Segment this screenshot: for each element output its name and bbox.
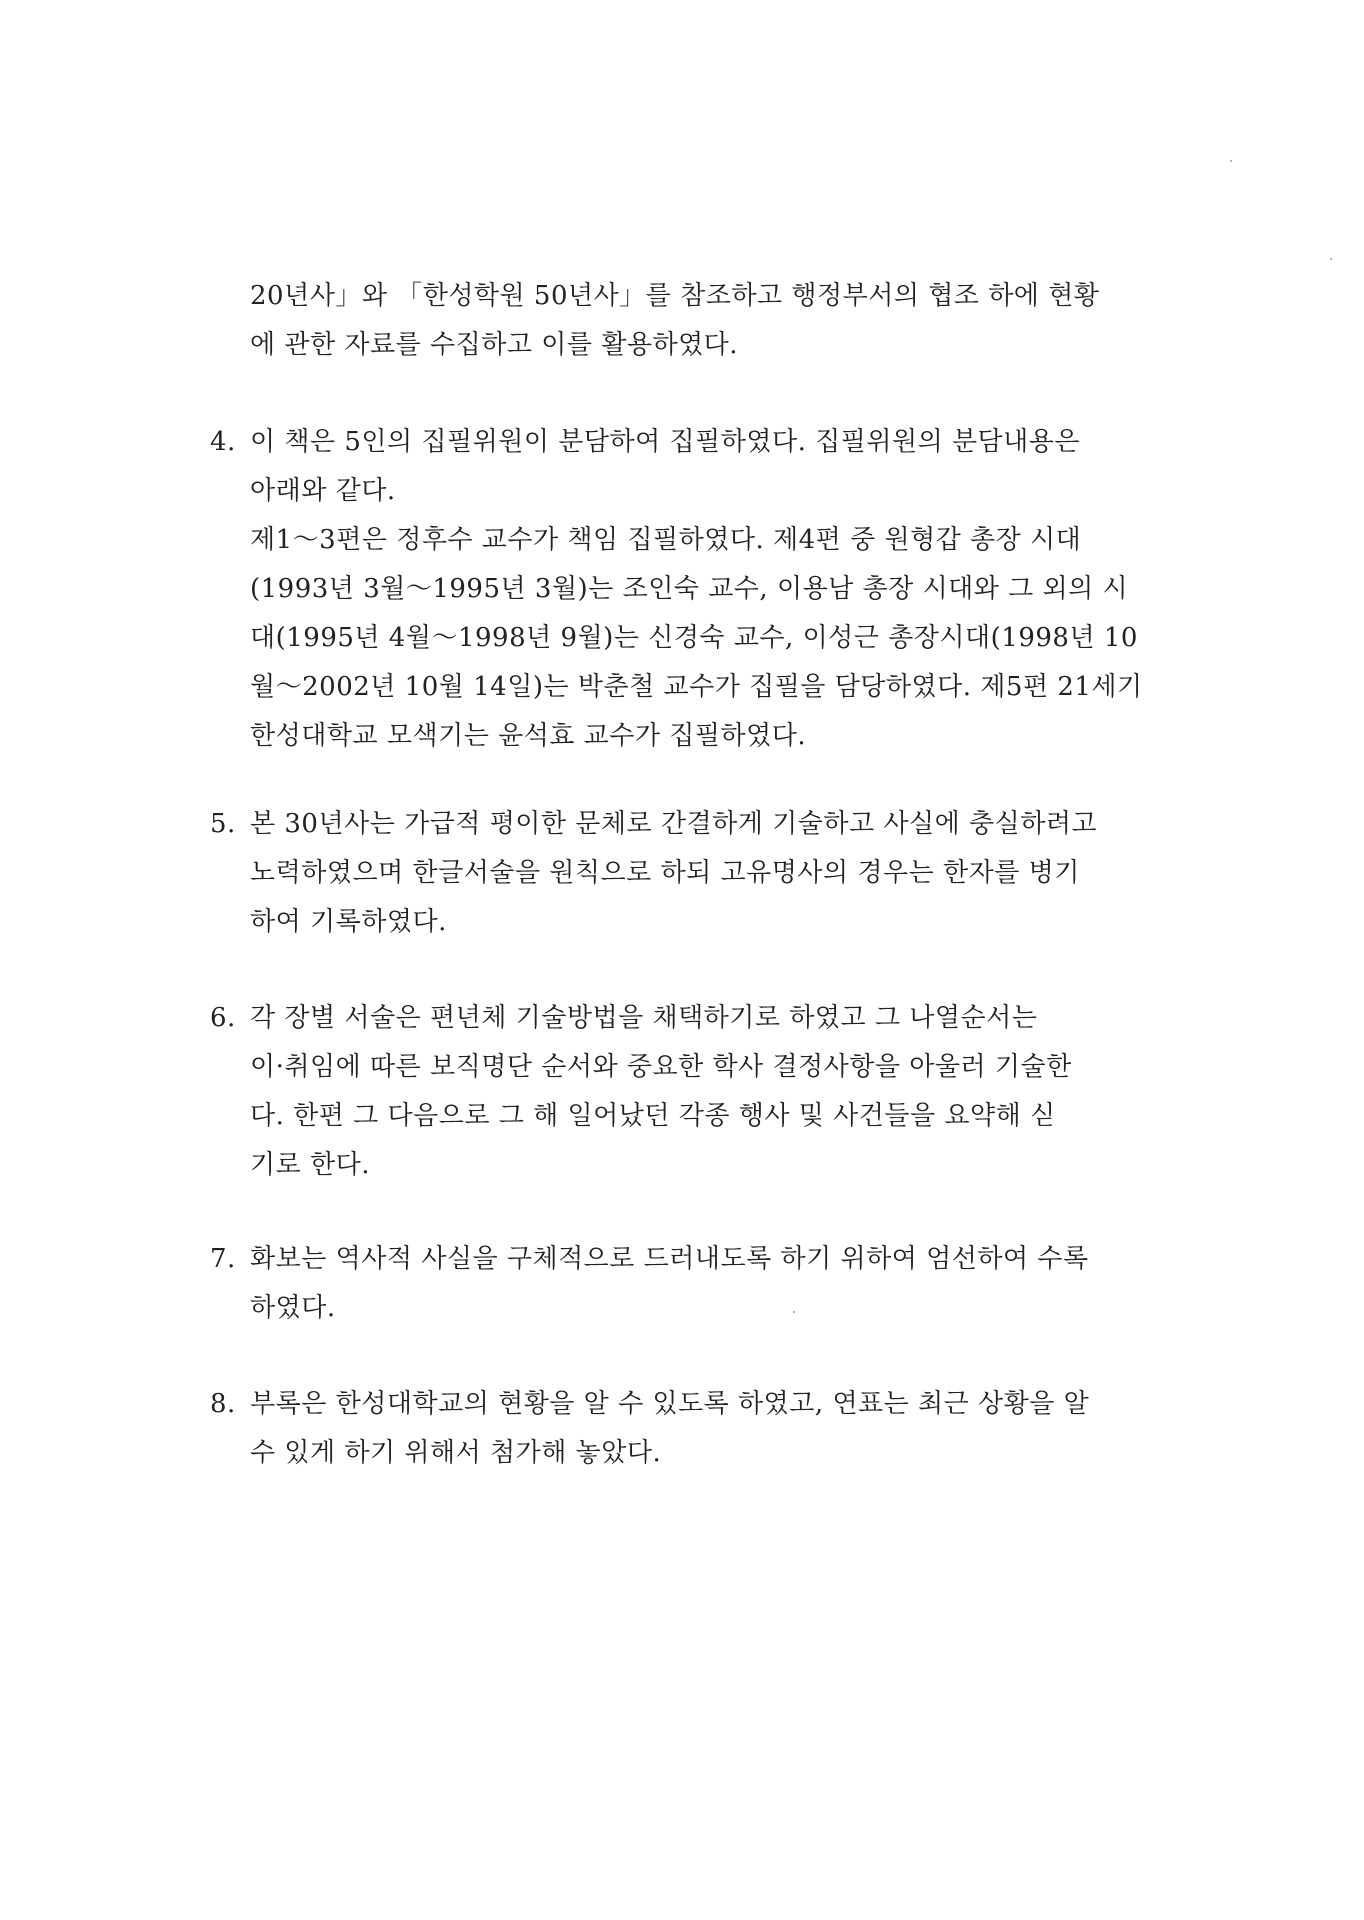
intro-line: 에 관한 자료를 수집하고 이를 활용하였다.	[250, 330, 739, 360]
item-line: (1993년 3월～1995년 3월)는 조인숙 교수, 이용남 총장 시대와 그 외의 시	[250, 574, 1129, 604]
item-line: 노력하였으며 한글서술을 원칙으로 하되 고유명사의 경우는 한자를 병기	[250, 858, 1080, 888]
item-number: 4.	[210, 427, 236, 457]
item-number: 6.	[210, 1003, 236, 1033]
list-item-5	[210, 800, 1160, 947]
list-item-8	[210, 1380, 1160, 1478]
scan-speck	[1330, 258, 1332, 260]
list-item-7	[210, 1235, 1160, 1333]
intro-paragraph	[250, 272, 1160, 370]
item-line: 한성대학교 모색기는 윤석효 교수가 집필하였다.	[250, 721, 807, 751]
item-number: 8.	[210, 1389, 236, 1419]
item-line: 월～2002년 10월 14일)는 박춘철 교수가 집필을 담당하였다. 제5편 21세기	[250, 672, 1143, 702]
item-line: 하여 기록하였다.	[250, 907, 447, 937]
item-line: 하였다.	[250, 1293, 336, 1323]
item-line: 각 장별 서술은 편년체 기술방법을 채택하기로 하였고 그 나열순서는	[250, 1003, 1038, 1033]
item-line: 수 있게 하기 위해서 첨가해 놓았다.	[250, 1438, 662, 1468]
item-number: 5.	[210, 809, 236, 839]
item-number: 7.	[210, 1244, 236, 1274]
list-item-4	[210, 418, 1160, 761]
item-line: 대(1995년 4월～1998년 9월)는 신경숙 교수, 이성근 총장시대(1998년 10	[250, 623, 1138, 653]
list-item-6	[210, 994, 1160, 1190]
item-line: 이·취임에 따른 보직명단 순서와 중요한 학사 결정사항을 아울러 기술한	[250, 1052, 1072, 1082]
scan-speck	[1230, 160, 1232, 162]
item-line: 아래와 같다.	[250, 476, 396, 506]
item-line: 화보는 역사적 사실을 구체적으로 드러내도록 하기 위하여 엄선하여 수록	[250, 1244, 1089, 1274]
item-line: 기로 한다.	[250, 1150, 370, 1180]
intro-line: 20년사」와 「한성학원 50년사」를 참조하고 행정부서의 협조 하에 현황	[250, 281, 1100, 311]
item-line: 제1～3편은 정후수 교수가 책임 집필하였다. 제4편 중 원형갑 총장 시대	[250, 525, 1082, 555]
item-line: 다. 한편 그 다음으로 그 해 일어났던 각종 행사 및 사건들을 요약해 싣	[250, 1101, 1056, 1131]
item-line: 본 30년사는 가급적 평이한 문체로 간결하게 기술하고 사실에 충실하려고	[250, 809, 1098, 839]
item-line: 이 책은 5인의 집필위원이 분담하여 집필하였다. 집필위원의 분담내용은	[250, 427, 1081, 457]
item-line: 부록은 한성대학교의 현황을 알 수 있도록 하였고, 연표는 최근 상황을 알	[250, 1389, 1090, 1419]
